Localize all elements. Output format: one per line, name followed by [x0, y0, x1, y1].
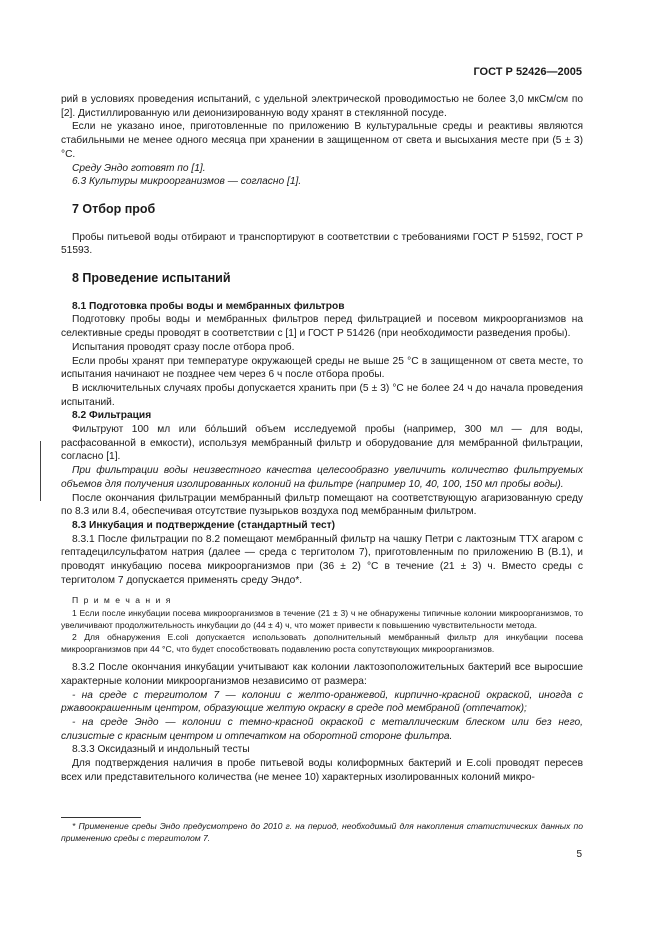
list-item: - на среде Эндо — колонии с темно-красной окраской с металлическим блеском или без него, слизистые с красным центром и отпечатком на оборотной стороне фильтра.	[61, 717, 583, 742]
subsection-heading: 8.2 Фильтрация	[72, 410, 152, 422]
paragraph: В исключительных случаях пробы допускается хранить при (5 ± 3) °С не более 24 ч до начала проведения испытаний.	[61, 382, 583, 408]
document-body	[61, 93, 583, 785]
subsection-heading: 8.1 Подготовка пробы воды и мембранных фильтров	[72, 300, 345, 312]
paragraph: Фильтруют 100 мл или бóльший объем исследуемой пробы (например, 300 мл — для воды, расфасованной в емкости), используя мембранный фильтр и оборудование для мембранной фильтрации, согласно [1].	[61, 424, 583, 463]
paragraph: Если не указано иное, приготовленные по приложению В культуральные среды и реактивы являются стабильными не менее одного месяца при хранении в защищенном от света и высыхания месте при (5 ± 3) °С.	[61, 121, 583, 160]
section-heading-8: 8 Проведение испытаний	[72, 271, 231, 286]
paragraph: 8.3.1 После фильтрации по 8.2 помещают мембранный фильтр на чашку Петри с лактозным ТТХ агаром с гептадецилсульфатом натрия (далее — среда с тергитолом 7), приготовленным по приложению В (В.1), и проводят инкубацию посева микроорганизмов при (36 ± 2) °С в течение (21 ± 3) ч. Вместо среды с тергитолом 7 допускается применять среду Эндо*.	[61, 533, 583, 586]
footnote-divider	[61, 817, 141, 818]
paragraph: Испытания проводят сразу после отбора проб.	[72, 341, 295, 353]
footnote-text: * Применение среды Эндо предусмотрено до 2010 г. на период, необходимый для накопления статистических данных по применению среды с тергитолом 7.	[61, 821, 583, 843]
paragraph: 6.3 Культуры микроорганизмов — согласно [1].	[72, 176, 302, 188]
section-heading-7: 7 Отбор проб	[72, 201, 156, 216]
subsection-heading: 8.3 Инкубация и подтверждение (стандартный тест)	[72, 519, 336, 531]
change-bar	[40, 441, 41, 501]
paragraph: рий в условиях проведения испытаний, с удельной электрической проводимостью не более 3,0 мкСм/см по [2]. Дистиллированную или деионизированную воду хранят в стеклянной посуде.	[61, 94, 583, 119]
paragraph: Для подтверждения наличия в пробе питьевой воды колиформных бактерий и E.coli проводят пересев всех или представительного количества (не менее 10) характерных изолированных колоний микро-	[61, 758, 583, 783]
paragraph: Пробы питьевой воды отбирают и транспортируют в соответствии с требованиями ГОСТ Р 51592, ГОСТ Р 51593.	[61, 231, 583, 257]
notes-title: П р и м е ч а н и я	[72, 594, 172, 605]
footnote	[61, 820, 583, 844]
note: 1 Если после инкубации посева микроорганизмов в течение (21 ± 3) ч не обнаружены типичные колонии микроорганизмов, то увеличивают продолжительность инкубации до (44 ± 4) ч, что может привести к повышению чувствительности метода.	[61, 608, 583, 631]
list-item: - на среде с тергитолом 7 — колонии с желто-оранжевой, кирпично-красной окраской, иногда с ржавоокрашенным центром, образующие желтую окраску в среде под мембраной (отпечаток);	[61, 689, 583, 715]
paragraph: 8.3.2 После окончания инкубации учитывают как колонии лактозоположительных бактерий все выросшие характерные колонии микроорганизмов независимо от размера:	[61, 662, 583, 687]
paragraph: Подготовку пробы воды и мембранных фильтров перед фильтрацией и посевом микроорганизмов на селективные среды проводят в соответствии с [1] и ГОСТ Р 51426 (при необходимости разведения пробы).	[61, 314, 583, 340]
paragraph: Если пробы хранят при температуре окружающей среды не выше 25 °С в защищенном от света месте, то испытания начинают не позднее чем через 6 ч после отбора пробы.	[61, 355, 583, 381]
paragraph: Среду Эндо готовят по [1].	[72, 162, 206, 174]
document-header: ГОСТ Р 52426—2005	[473, 66, 582, 78]
paragraph: При фильтрации воды неизвестного качества целесообразно увеличить количество фильтруемых объемов для получения изолированных колоний на фильтре (например 10, 40, 100, 150 мл пробы воды).	[61, 465, 583, 490]
page-number: 5	[576, 849, 582, 860]
paragraph: После окончания фильтрации мембранный фильтр помещают на соответствующую агаризованную среду по 8.3 или 8.4, обеспечивая отсутствие пузырьков воздуха под мембранным фильтром.	[61, 492, 583, 518]
note: 2 Для обнаружения E.coli допускается использовать дополнительный мембранный фильтр для инкубации посева микроорганизмов при 44 °С, что будет способствовать подавлению роста сопутствующих микроорганизмов.	[61, 632, 583, 655]
paragraph: 8.3.3 Оксидазный и индольный тесты	[72, 744, 250, 756]
